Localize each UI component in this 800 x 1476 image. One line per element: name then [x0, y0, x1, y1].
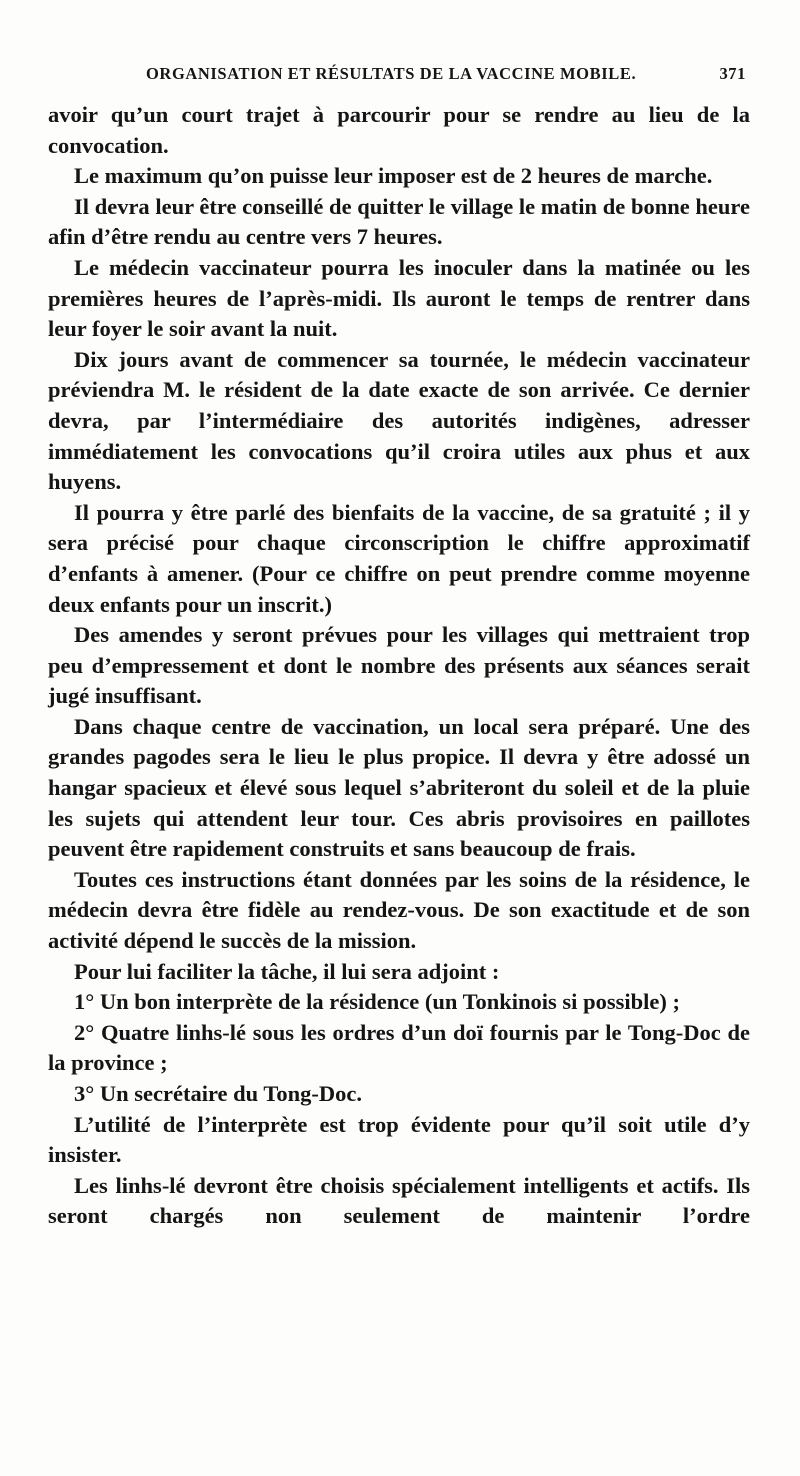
paragraph: Toutes ces instructions étant données par les soins de la résidence, le médecin devra être fidèle au rendez-vous. De son exactitude et de son activité dépend le succès de la mission.: [48, 866, 750, 954]
paragraph: Le médecin vaccinateur pourra les inoculer dans la matinée ou les premières heures de l’après-midi. Ils auront le temps de rentrer dans leur foyer le soir avant la nuit.: [48, 254, 750, 342]
paragraph: Il devra leur être conseillé de quitter le village le matin de bonne heure afin d’être rendu au centre vers 7 heures.: [48, 193, 750, 250]
list-item: 2° Quatre linhs-lé sous les ordres d’un doï fournis par le Tong-Doc de la province ;: [48, 1019, 750, 1076]
page-number: 371: [719, 64, 746, 83]
paragraph: L’utilité de l’interprète est trop évidente pour qu’il soit utile d’y insister.: [48, 1111, 750, 1168]
paragraph: Pour lui faciliter la tâche, il lui sera adjoint :: [74, 958, 500, 984]
running-header: [56, 64, 746, 88]
paragraph: avoir qu’un court trajet à parcourir pour se rendre au lieu de la convocation.: [48, 102, 750, 158]
list-item: 1° Un bon interprète de la résidence (un Tonkinois si possible) ;: [74, 989, 680, 1015]
paragraph: Les linhs-lé devront être choisis spécialement intelligents et actifs. Ils seront chargés non seulement de maintenir l’ordre: [48, 1172, 750, 1229]
paragraph: Dans chaque centre de vaccination, un local sera préparé. Une des grandes pagodes sera le lieu le plus propice. Il devra y être adossé un hangar spacieux et élevé sous lequel s’abriteront du soleil et de la pluie les sujets qui attendent leur tour. Ces abris provisoires en paillotes peuvent être rapidement construits et sans beaucoup de frais.: [48, 713, 750, 862]
paragraph: Il pourra y être parlé des bienfaits de la vaccine, de sa gratuité ; il y sera précisé pour chaque circonscription le chiffre approximatif d’enfants à amener. (Pour ce chiffre on peut prendre comme moyenne deux enfants pour un inscrit.): [48, 499, 750, 617]
list-item: 3° Un secrétaire du Tong-Doc.: [74, 1081, 362, 1106]
body-text: [48, 100, 750, 1232]
paragraph: Dix jours avant de commencer sa tournée, le médecin vaccinateur préviendra M. le résident de la date exacte de son arrivée. Ce dernier devra, par l’intermédiaire des autorités indigènes, adresser immédiatement les convocations qu’il croira utiles aux phus et aux huyens.: [48, 346, 750, 495]
paragraph: Le maximum qu’on puisse leur imposer est de 2 heures de marche.: [74, 163, 713, 189]
paragraph: Des amendes y seront prévues pour les villages qui mettraient trop peu d’empressement et dont le nombre des présents aux séances serait jugé insuffisant.: [48, 622, 750, 709]
running-title: ORGANISATION ET RÉSULTATS DE LA VACCINE MOBILE.: [146, 64, 637, 83]
